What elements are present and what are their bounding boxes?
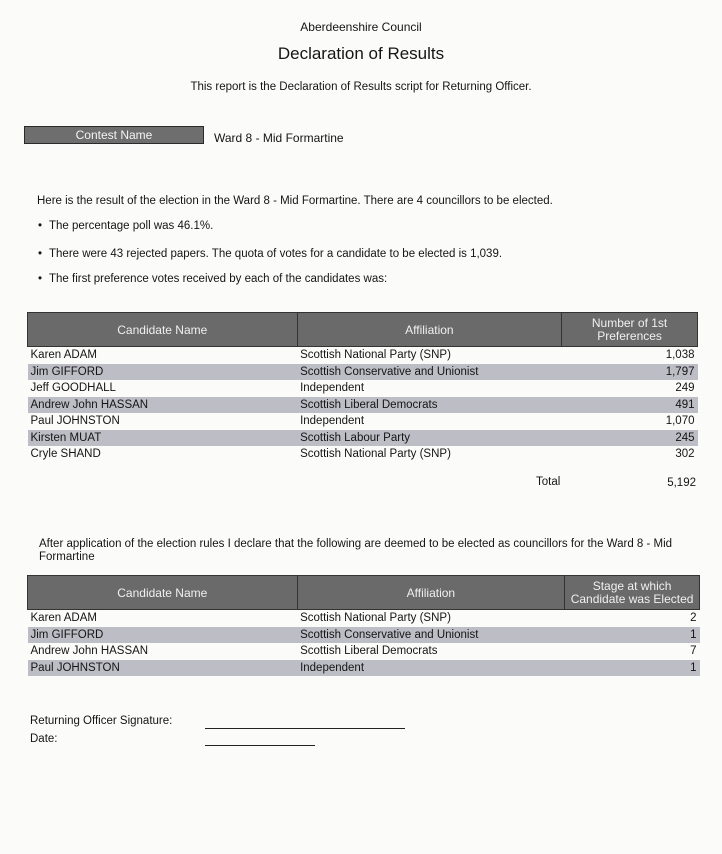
contest-name-label: Contest Name (24, 126, 204, 144)
result-intro: Here is the result of the election in the Ward 8 - Mid Formartine. There are 4 councillors to be elected. (37, 195, 553, 207)
table-row (28, 643, 700, 660)
table-row (28, 430, 698, 447)
candidate-affiliation: Scottish Conservative and Unionist (297, 364, 562, 381)
header-affiliation: Affiliation (297, 313, 562, 347)
candidate-stage: 2 (690, 612, 697, 625)
candidate-affiliation: Scottish Conservative and Unionist (297, 627, 565, 644)
page-subtitle: This report is the Declaration of Results script for Returning Officer. (190, 81, 532, 93)
candidate-affiliation: Scottish National Party (SNP) (300, 349, 451, 362)
contest-name-value: Ward 8 - Mid Formartine (214, 131, 344, 145)
candidate-affiliation: Scottish National Party (SNP) (300, 612, 451, 625)
header-candidate-name: Candidate Name (28, 313, 298, 347)
candidate-name: Andrew John HASSAN (30, 645, 149, 658)
candidate-name: Jim GIFFORD (28, 627, 298, 644)
candidate-votes: 1,797 (562, 364, 698, 381)
first-preferences-table (27, 312, 698, 463)
candidate-name: Paul JOHNSTON (30, 415, 120, 428)
candidate-name: Jeff GOODHALL (30, 382, 116, 395)
candidate-affiliation: Scottish Liberal Democrats (297, 397, 562, 414)
date-line (205, 745, 315, 746)
header-candidate-name: Candidate Name (28, 576, 298, 610)
candidate-votes: 1,038 (665, 349, 695, 362)
table-row (28, 397, 698, 414)
table-header-row (28, 576, 700, 610)
signature-line (205, 728, 405, 729)
table-row (28, 413, 698, 430)
declaration-text: After application of the election rules I declare that the following are deemed to be elected as councillors for the Ward 8 - Mid Formartine (39, 538, 673, 563)
candidate-stage: 1 (565, 627, 700, 644)
bullet-text: The first preference votes received by each of the candidates was: (49, 273, 388, 285)
table-row (28, 660, 700, 677)
candidate-votes: 245 (562, 430, 698, 447)
bullet-dot-icon: • (38, 220, 43, 232)
candidate-stage: 7 (690, 645, 697, 658)
candidate-name: Karen ADAM (30, 612, 97, 625)
candidate-name: Jim GIFFORD (28, 364, 298, 381)
candidate-affiliation: Scottish National Party (SNP) (300, 448, 451, 461)
candidate-stage: 1 (565, 660, 700, 677)
candidate-name: Andrew John HASSAN (28, 397, 298, 414)
table-row (28, 446, 698, 463)
candidate-affiliation: Independent (297, 660, 565, 677)
header-affiliation: Affiliation (297, 576, 565, 610)
organisation-name: Aberdeenshire Council (300, 20, 422, 34)
candidate-affiliation: Scottish Labour Party (297, 430, 562, 447)
bullet-dot-icon: • (38, 248, 43, 260)
table-row (28, 364, 698, 381)
candidate-name: Karen ADAM (30, 349, 97, 362)
signature-label: Returning Officer Signature: (30, 715, 173, 727)
date-label: Date: (30, 733, 58, 745)
candidate-votes: 302 (675, 448, 695, 461)
candidate-votes: 1,070 (665, 415, 695, 428)
bullet-first-preferences (38, 273, 387, 285)
candidate-affiliation: Independent (300, 382, 365, 395)
candidate-affiliation: Independent (300, 415, 365, 428)
bullet-rejected-papers (38, 248, 502, 260)
bullet-text: There were 43 rejected papers. The quota of votes for a candidate to be elected is 1,039. (49, 248, 503, 260)
candidate-affiliation: Scottish Liberal Democrats (300, 645, 438, 658)
table-row (28, 627, 700, 644)
candidate-votes: 249 (675, 382, 695, 395)
bullet-dot-icon: • (38, 273, 43, 285)
bullet-percentage-poll (38, 220, 213, 232)
table-header-row (28, 313, 698, 347)
bullet-text: The percentage poll was 46.1%. (49, 220, 214, 232)
header-stage-elected: Stage at which Candidate was Elected (565, 576, 700, 610)
elected-councillors-table (27, 575, 700, 676)
total-value: 5,192 (667, 477, 696, 489)
total-label: Total (536, 476, 561, 488)
page-title: Declaration of Results (277, 44, 445, 63)
header-first-preferences: Number of 1st Preferences (562, 313, 698, 347)
candidate-name: Cryle SHAND (30, 448, 101, 461)
candidate-name: Paul JOHNSTON (28, 660, 298, 677)
table-row (28, 610, 700, 627)
table-row (28, 347, 698, 364)
candidate-votes: 491 (562, 397, 698, 414)
candidate-name: Kirsten MUAT (28, 430, 298, 447)
table-row (28, 380, 698, 397)
